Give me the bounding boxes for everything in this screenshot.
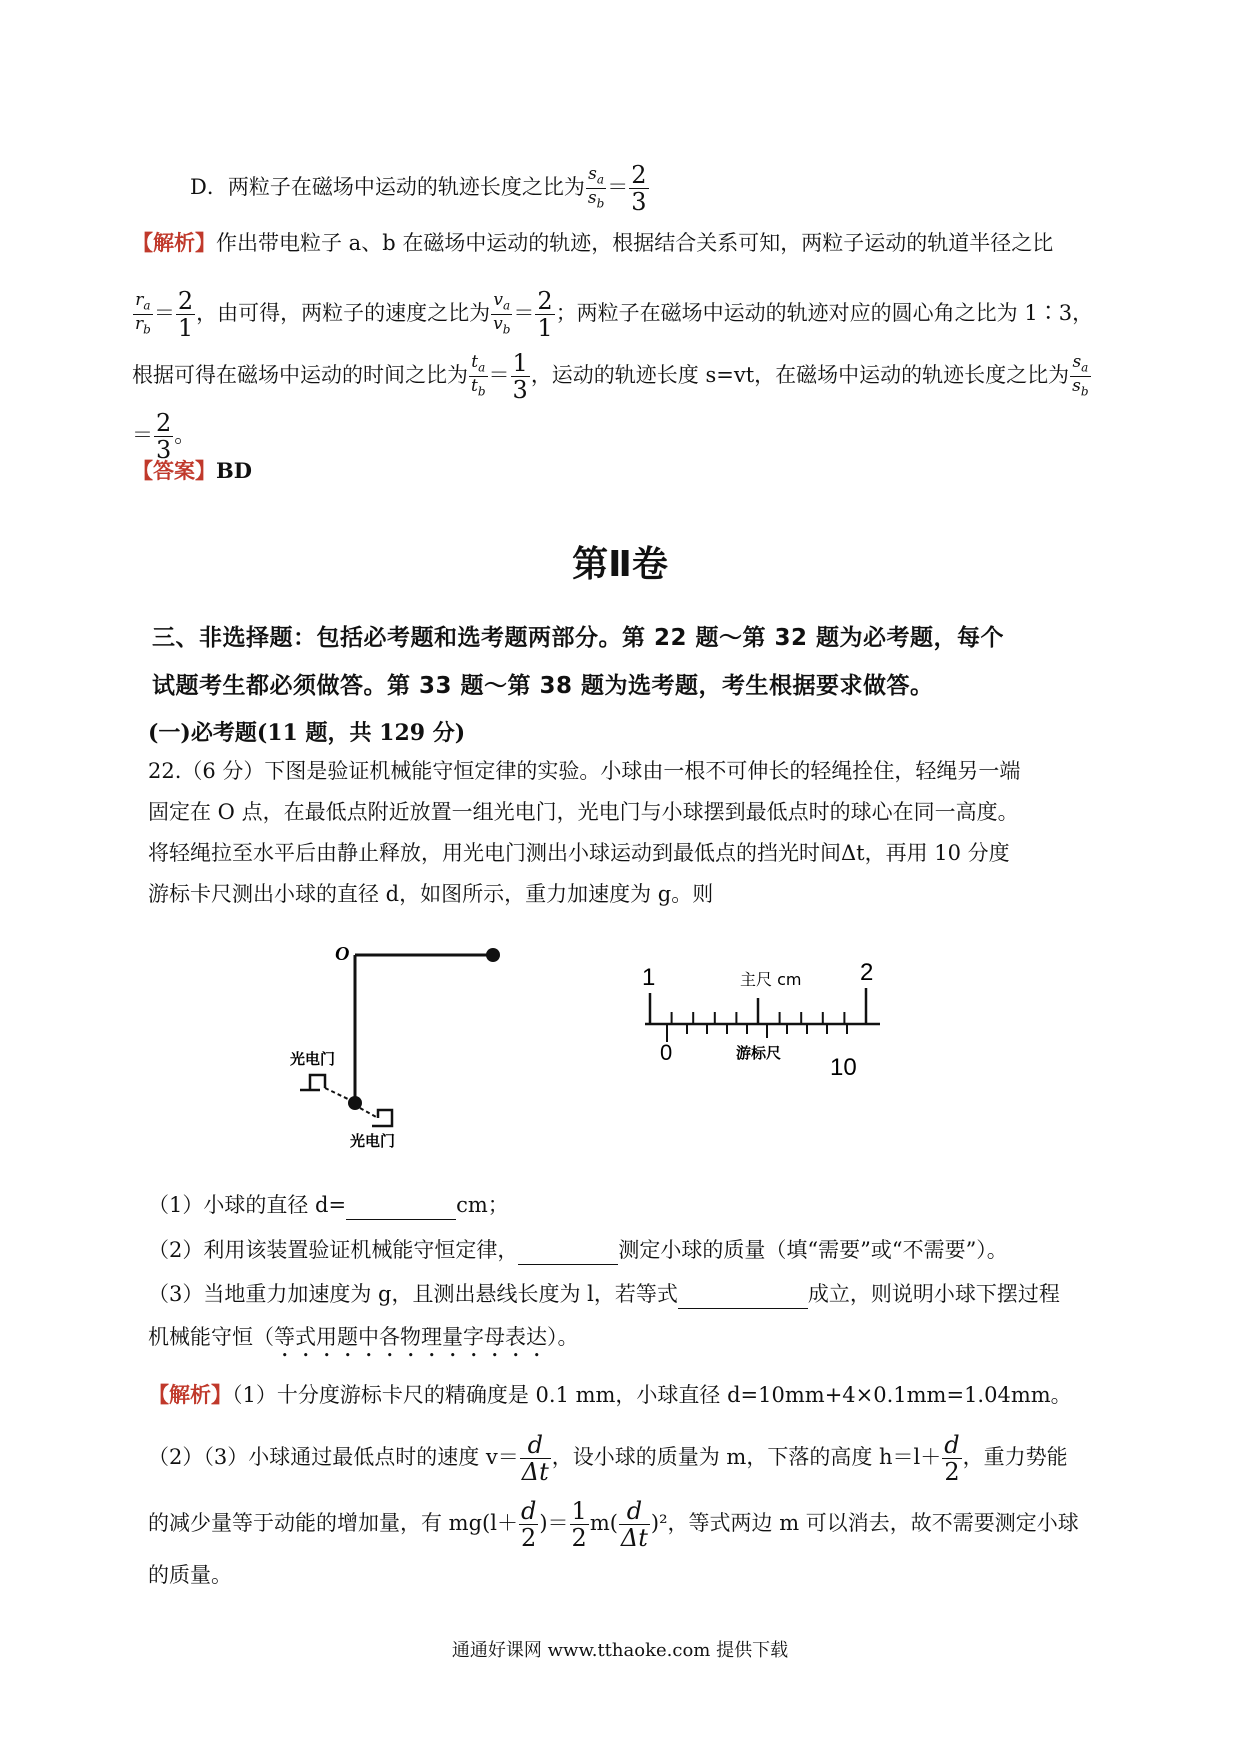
part-title: 第Ⅱ卷	[572, 544, 668, 585]
analysis2-line-4: 的质量。	[148, 1563, 232, 1587]
analysis-line-1: 【解析】作出带电粒子 a、b 在磁场中运动的轨迹，根据结合关系可知，两粒子运动的轨道半径之比	[132, 230, 1054, 255]
main-scale-unit: 主尺 cm	[740, 970, 802, 989]
q22-line-1: 22.（6 分）下图是验证机械能守恒定律的实验。小球由一根不可伸长的轻绳拴住，轻绳另一端	[148, 759, 1021, 783]
gate-label-2: 光电门	[350, 1132, 396, 1150]
analysis2-line-3: 的减少量等于动能的增加量，有 mg(l＋ $\frac{d}{2}$ )＝ $\frac{1}{2}$ m( $\frac{d}{\Delta t}$ )²，等式两边 m 可以消去，故不需要测定小球	[148, 1497, 1079, 1552]
q22-line-3: 将轻绳拉至水平后由静止释放，用光电门测出小球运动到最低点的挡光时间Δt，再用 10 分度	[148, 841, 1010, 865]
footer-source: 通通好课网 www.tthaoke.com 提供下载	[451, 1640, 789, 1661]
vernier-10: 10	[830, 1054, 857, 1081]
fraction: $\frac{s_a}{s_b}$	[587, 163, 605, 211]
gate-label-1: 光电门	[290, 1050, 336, 1068]
blank-equation[interactable]	[678, 1286, 808, 1309]
vernier-ticks	[667, 1024, 847, 1042]
analysis-line-2: $\frac{r_a}{r_b}$ ＝ $\frac{2}{1}$ ，由可得，两粒子的速度之比为 $\frac{v_a}{v_b}$ ＝ $\frac{2}{1}$ ；两粒子在磁场中运动的轨迹对应的圆心角之比为 1∶3，	[135, 287, 1094, 342]
vernier-label: 游标尺	[736, 1044, 782, 1062]
vernier-0: 0	[660, 1040, 673, 1065]
beam-2	[360, 1108, 378, 1118]
sub-question-3: （3）当地重力加速度为 g，且测出悬线长度为 l，若等式 成立，则说明小球下摆过程	[148, 1279, 1060, 1309]
sub-question-3-cont: 机械能守恒（等式用题中各物理量字母表达）。	[148, 1325, 579, 1349]
analysis-line-3: 根据可得在磁场中运动的时间之比为 $\frac{t_a}{t_b}$ ＝ $\frac{1}{3}$ ，运动的轨迹长度 s=vt，在磁场中运动的轨迹长度之比为 $\frac{s_a}{s_b}$	[132, 349, 1089, 404]
section-heading-line-2: 试题考生都必须做答。第 33 题～第 38 题为选考题，考生根据要求做答。	[152, 673, 934, 699]
photogate-2-icon	[372, 1110, 392, 1126]
option-d: D．两粒子在磁场中运动的轨迹长度之比为 $\frac{s_a}{s_b}$ ＝ $\frac{2}{3}$	[190, 161, 647, 216]
blank-mass-needed[interactable]	[518, 1242, 618, 1265]
subsection-heading: (一)必考题(11 题，共 129 分)	[148, 720, 466, 746]
ball-top	[486, 948, 500, 962]
sub-question-2: （2）利用该装置验证机械能守恒定律， 测定小球的质量（填“需要”或“不需要”）。	[148, 1235, 1008, 1265]
blank-diameter[interactable]	[346, 1197, 456, 1220]
analysis2-line-2: （2）（3）小球通过最低点时的速度 v＝ $\frac{d}{\Delta t}$ ，设小球的质量为 m，下落的高度 h＝l＋ $\frac{d}{2}$ ，重力势能	[148, 1431, 1068, 1486]
analysis2-line-1: 【解析】（1）十分度游标卡尺的精确度是 0.1 mm，小球直径 d=10mm+4×0.1mm=1.04mm。	[148, 1382, 1072, 1407]
sub-question-1: （1）小球的直径 d= cm；	[148, 1190, 509, 1220]
o-point-label: O	[335, 943, 350, 965]
main-scale-2: 2	[860, 959, 874, 986]
answer-1: 【答案】BD	[132, 458, 252, 483]
pendulum-figure	[280, 930, 520, 1150]
section-heading-line-1: 三、非选择题：包括必考题和选考题两部分。第 22 题～第 32 题为必考题，每个	[152, 625, 1005, 651]
ball-bottom	[348, 1096, 362, 1110]
analysis-line-4: ＝ $\frac{2}{3}$ 。	[132, 409, 196, 464]
q22-line-2: 固定在 O 点，在最低点附近放置一组光电门，光电门与小球摆到最低点时的球心在同一高度。	[148, 800, 1019, 824]
main-scale-1: 1	[642, 964, 656, 991]
photogate-1-icon	[300, 1075, 325, 1090]
q22-line-4: 游标卡尺测出小球的直径 d，如图所示，重力加速度为 g。则	[148, 882, 714, 906]
beam-1	[325, 1088, 350, 1100]
vernier-caliper-figure	[630, 950, 920, 1090]
